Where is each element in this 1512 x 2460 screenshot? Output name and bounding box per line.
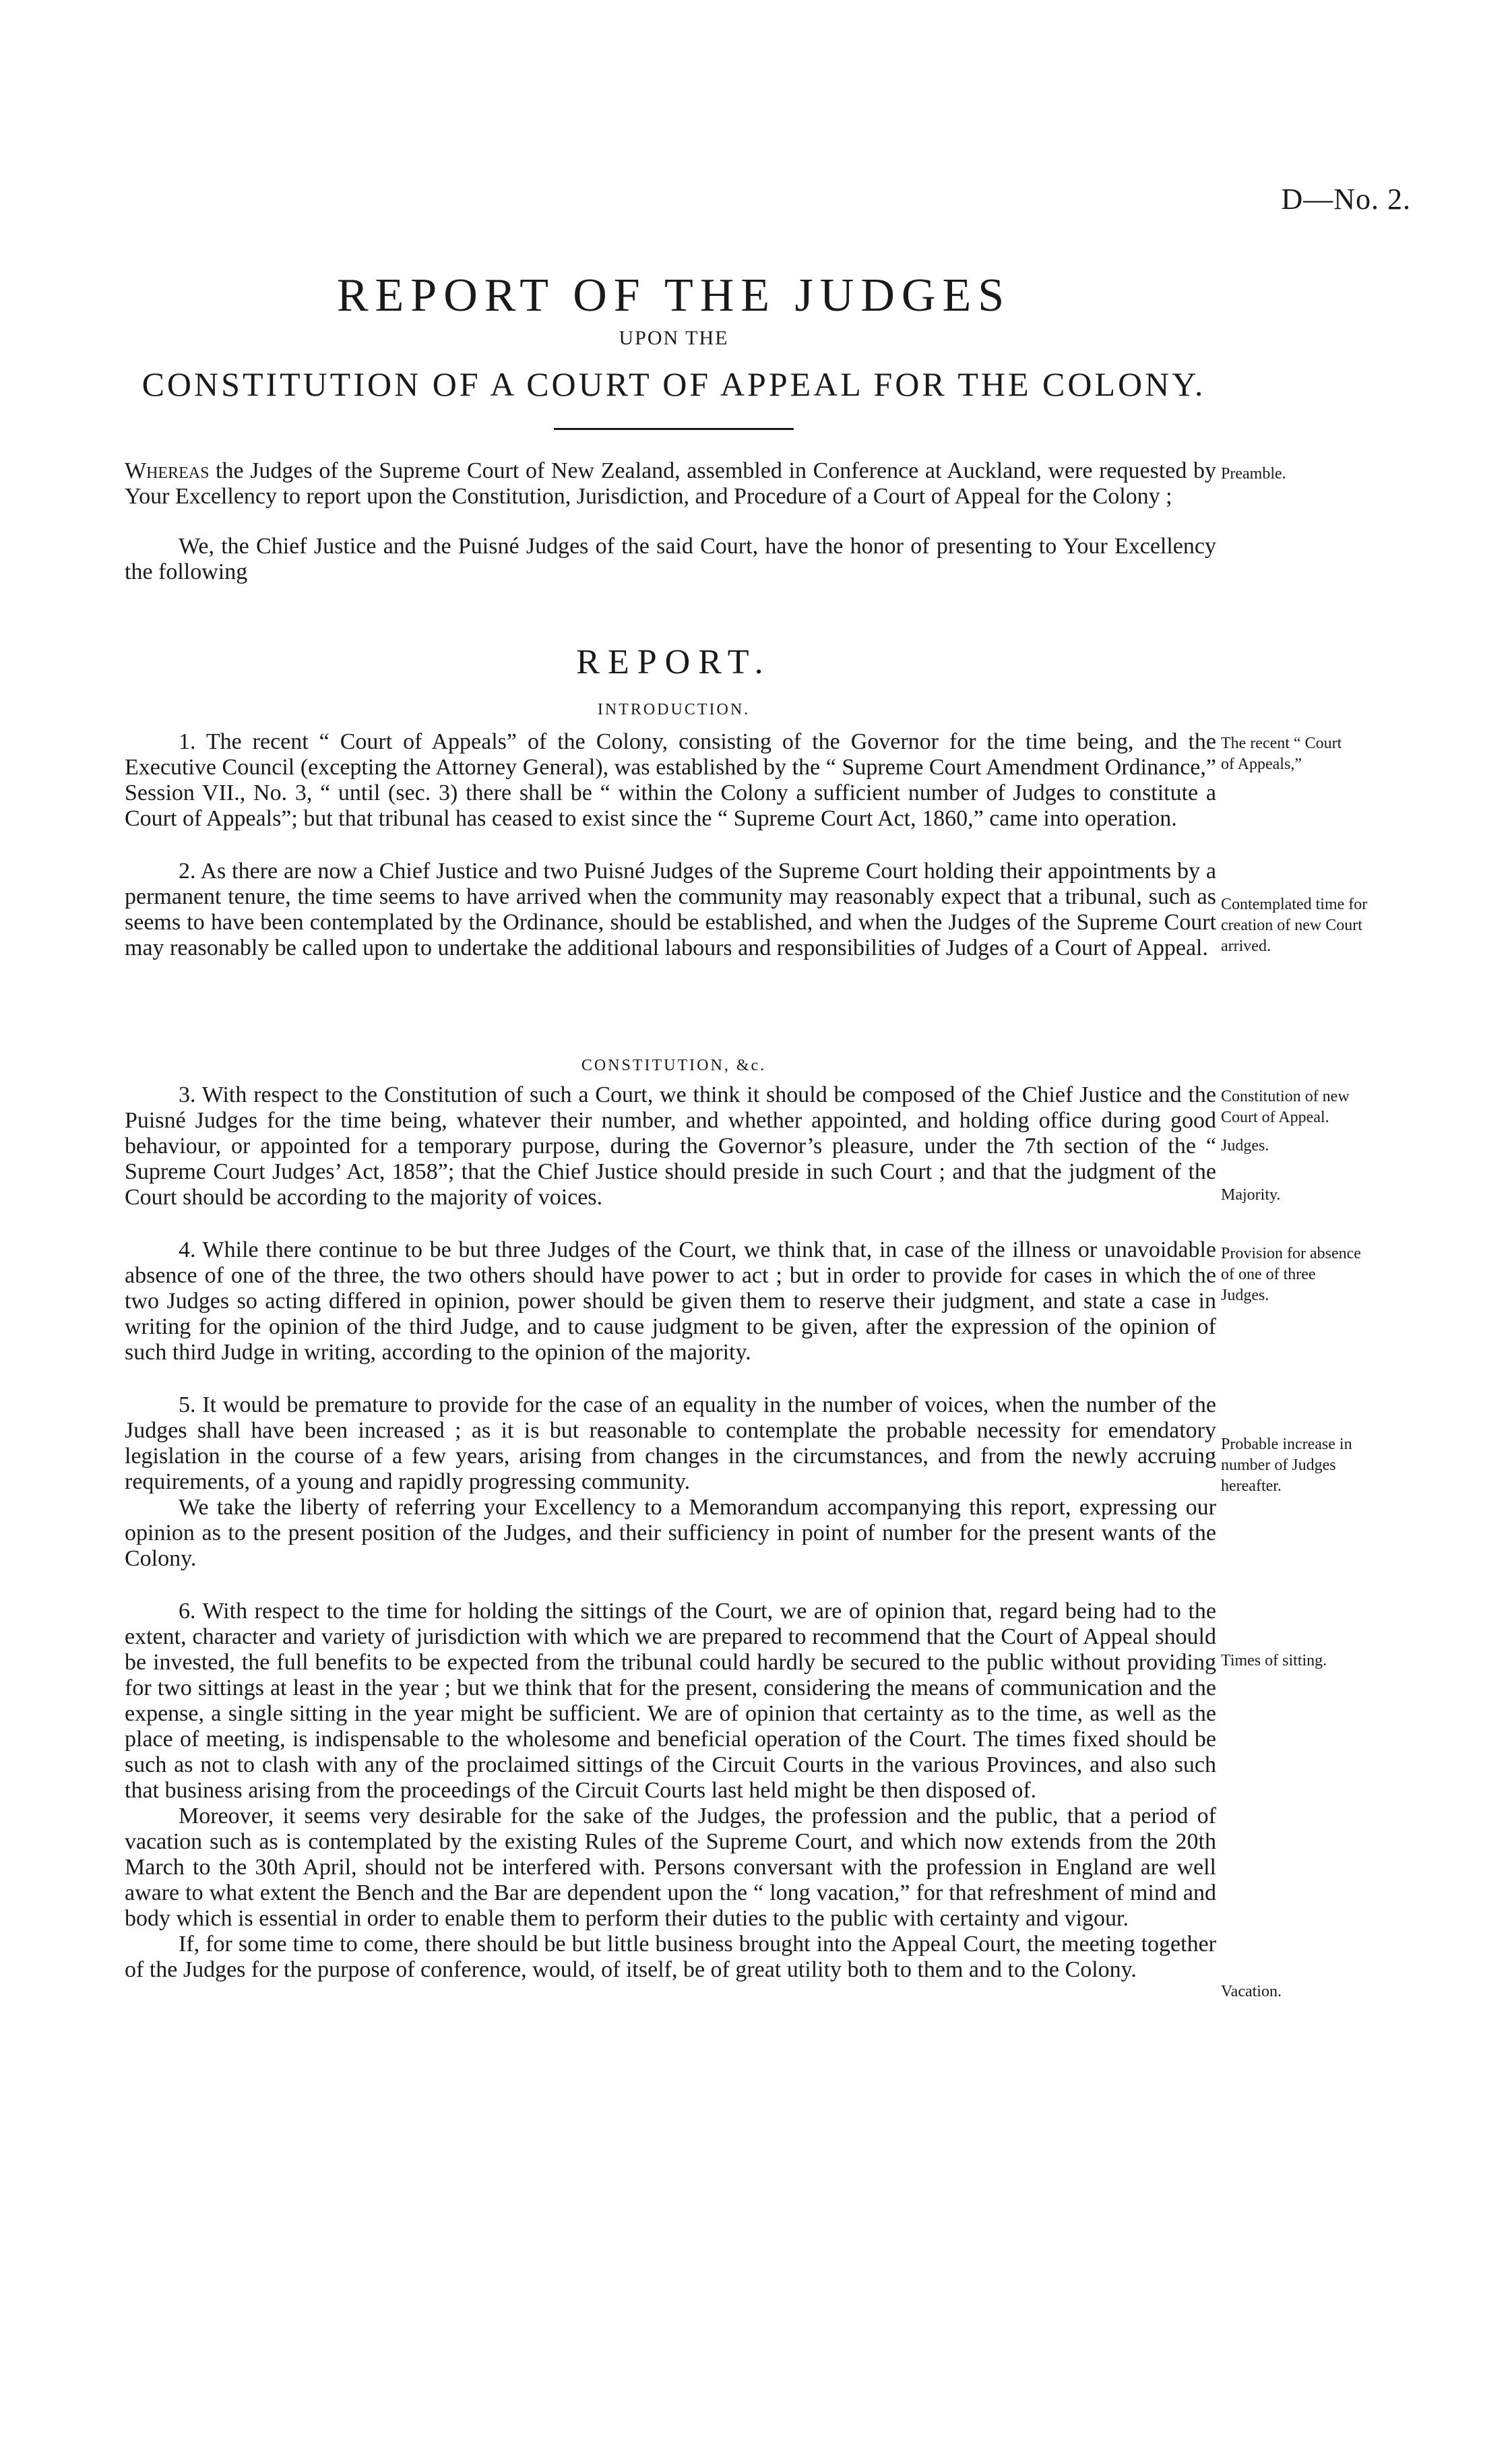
introduction-section [125,729,1216,961]
paragraph-6: 6. With respect to the time for holding the sittings of the Court, we are of opinion that, regard being had to the extent, character and variety of jurisdiction with which we are prepared to recommend that the Court of Appeal should be invested, the full benefits to be expected from the tribunal could hardly be secured to the public without providing for two sittings at least in the year ; but we think that for the present, considering the means of communication and the expense, a single sitting in the year might be sufficient. We are of opinion that certainty as to the time, as well as the place of meeting, is indispensable to the wholesome and beneficial operation of the Court. The times fixed should be such as not to clash with any of the proclaimed sittings of the Circuit Courts in the various Provinces, and also such that business arising from the proceedings of the Circuit Courts last held might be then disposed of. [125,1599,1216,1803]
margin-note-absence [1221,1243,1431,1306]
margin-note-line: Constitution of new [1221,1088,1350,1105]
constitution-heading: CONSTITUTION, &c. [581,1057,767,1074]
margin-note-contemplated [1221,894,1431,957]
margin-note-majority: Majority. [1221,1186,1281,1204]
margin-note-line: The recent “ Court [1221,735,1342,752]
paragraph-3: 3. With respect to the Constitution of such a Court, we think it should be composed of the Chief Justice and the Puisné Judges for the time being, whatever their number, and whether appointed, and holding office during good behaviour, or appointed for a temporary purpose, during the Governor’s pleasure, under the 7th section of the “ Supreme Court Judges’ Act, 1858”; that the Chief Justice should preside in such Court ; and that the judgment of the Court should be according to the majority of voices. [125,1082,1216,1210]
margin-note-increase [1221,1434,1431,1497]
preamble-paragraph [125,458,1216,510]
paragraph-6-vacation: Moreover, it seems very desirable for the sake of the Judges, the profession and the public, that a period of vacation such as is contemplated by the existing Rules of the Supreme Court, and which now extends from the 20th March to the 30th April, should not be interfered with. Persons conversant with the profession in England are well aware to what extent the Bench and the Bar are dependent upon the “ long vacation,” for that refreshment of mind and body which is essential in order to enable them to perform their duties to the public with certainty and vigour. [125,1804,1216,1931]
paragraph-4: 4. While there continue to be but three Judges of the Court, we think that, in case of the illness or unavoidable absence of one of the three, the two others should have power to act ; but in order to provide for cases in which the two Judges so acting differed in opinion, power should be given them to reserve their judgment, and state a case in writing for the opinion of the third Judge, and to cause judgment to be given, after the expression of the opinion of such third Judge in writing, according to the opinion of the majority. [125,1237,1216,1365]
document-number: D—No. 2. [1281,183,1411,216]
margin-note-line: of one of three [1221,1266,1316,1283]
paragraph-5: 5. It would be premature to provide for the case of an equality in the number of voices, when the number of the Judges shall have been increased ; as it is but reasonable to contemplate the probable necessity for emendatory legislation in the course of a few years, arising from changes in the circumstances, and from the newly accruing requirements, of a young and rapidly progressing community. [125,1392,1216,1494]
whereas-word: Whereas [125,458,210,483]
margin-note-vacation: Vacation. [1221,1983,1282,2000]
margin-note-line: arrived. [1221,937,1271,955]
margin-note-judges: Judges. [1221,1137,1269,1155]
margin-note-line: of Appeals,” [1221,756,1302,773]
preamble-section [125,458,1216,585]
margin-note-line: Probable increase in [1221,1436,1352,1453]
margin-note-sitting: Times of sitting. [1221,1652,1327,1669]
constitution-section [125,1082,1216,1983]
title-line-1: REPORT OF THE JUDGES [336,270,1011,321]
paragraph-2: 2. As there are now a Chief Justice and two Puisné Judges of the Supreme Court holding their appointments by a permanent tenure, the time seems to have arrived when the community may reasonably expect that a tribunal, such as seems to have been contemplated by the Ordinance, should be established, and when the Judges of the Supreme Court may reasonably be called upon to undertake the additional labours and responsibilities of Judges of a Court of Appeal. [125,859,1216,960]
margin-note-preamble: Preamble. [1221,465,1286,483]
we-paragraph: We, the Chief Justice and the Puisné Judges of the said Court, have the honor of presenting to Your Excellency the following [125,534,1216,584]
margin-note-line: Court of Appeal. [1221,1109,1329,1126]
paragraph-1: 1. The recent “ Court of Appeals” of the Colony, consisting of the Governor for the time being, and the Executive Council (excepting the Attorney General), was established by the “ Supreme Court Amendment Ordinance,” Session VII., No. 3, “ until (sec. 3) there shall be “ within the Colony a sufficient number of Judges to constitute a Court of Appeals”; but that tribunal has ceased to exist since the “ Supreme Court Act, 1860,” came into operation. [125,729,1216,831]
title-rule [554,428,794,430]
title-line-3: CONSTITUTION OF A COURT OF APPEAL FOR THE COLONY. [141,365,1206,403]
margin-note-line: Provision for absence [1221,1245,1361,1262]
margin-note-line: Contemplated time for [1221,896,1368,913]
report-heading: REPORT. [576,643,771,681]
margin-note-line: hereafter. [1221,1477,1282,1495]
title-line-2: UPON THE [619,327,729,349]
margin-note-constitution [1221,1086,1431,1128]
margin-note-line: Judges. [1221,1287,1269,1304]
paragraph-5-continued: We take the liberty of referring your Excellency to a Memorandum accompanying this report, expressing our opinion as to the present position of the Judges, and their sufficiency in point of number for the present wants of the Colony. [125,1495,1216,1571]
margin-note-line: creation of new Court [1221,917,1362,934]
introduction-heading: INTRODUCTION. [597,701,751,718]
margin-note-recent-court [1221,733,1431,775]
paragraph-6-conclusion: If, for some time to come, there should be but little business brought into the Appeal Court, the meeting together of the Judges for the purpose of conference, would, of itself, be of great utility both to them and to the Colony. [125,1932,1216,1982]
report-title [121,270,1226,430]
margin-note-line: number of Judges [1221,1456,1336,1474]
whereas-text: the Judges of the Supreme Court of New Zealand, assembled in Conference at Auckland, were requested by Your Excellency to report upon the Constitution, Jurisdiction, and Procedure of a Court of Appeal for the Colony ; [125,458,1216,509]
